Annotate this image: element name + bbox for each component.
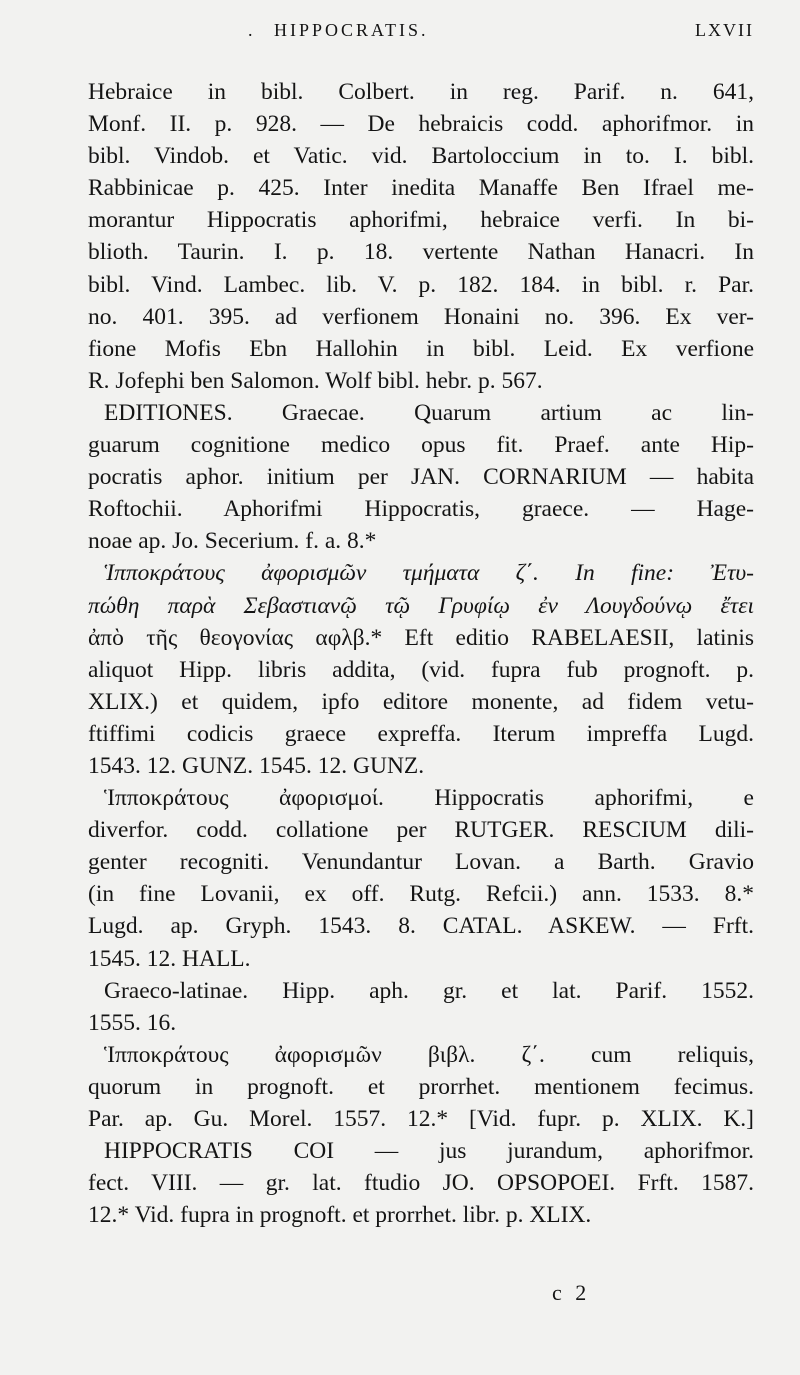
text-line: Ἱπποκράτους ἀφορισμοί. Hippocratis aphorifmi, e [104, 785, 754, 812]
text-line: Rabbinicae p. 425. Inter inedita Manaffe Ben Ifrael me- [88, 175, 754, 202]
header-mark: . [248, 20, 256, 40]
text-line: EDITIONES. Graecae. Quarum artium ac lin- [104, 399, 754, 426]
text-line: πώθη παρὰ Σεβαστιανῷ τῷ Γρυφίῳ ἐν Λουγδούνῳ ἔτει [88, 592, 754, 619]
text-line: bibl. Vindob. et Vatic. vid. Bartoloccium in to. I. bibl. [88, 143, 754, 170]
paragraph-morel-opsopoei [72, 1039, 754, 1232]
paragraph-rescium [72, 782, 754, 975]
text-line: quorum in prognoft. et prorrhet. mentionem fecimus. [88, 1073, 754, 1100]
text-line: guarum cognitione medico opus fit. Praef. ante Hip- [88, 432, 754, 459]
text-line: 1545. 12. HALL. [88, 945, 251, 972]
text-line: Roftochii. Aphorifmi Hippocratis, graece. — Hage- [88, 496, 754, 523]
text-line: fect. VIII. — gr. lat. ftudio JO. OPSOPOEI. Frft. 1587. [88, 1170, 754, 1197]
text-line: pocratis aphor. initium per JAN. CORNARIUM — habita [88, 464, 754, 491]
text-line: no. 401. 395. ad verfionem Honaini no. 396. Ex ver- [88, 303, 754, 330]
running-header [72, 20, 754, 46]
text-line: HIPPOCRATIS COI — jus jurandum, aphorifmor. [104, 1138, 754, 1165]
text-line: Graeco-latinae. Hipp. aph. gr. et lat. Parif. 1552. [104, 977, 754, 1004]
text-line: Par. ap. Gu. Morel. 1557. 12.* [Vid. fupr. p. XLIX. K.] [88, 1106, 754, 1132]
paragraph-rabelaesii [72, 557, 754, 782]
text-line: genter recogniti. Venundantur Lovan. a Barth. Gravio [88, 849, 754, 876]
text-line: R. Jofephi ben Salomon. Wolf bibl. hebr. p. 567. [88, 367, 543, 394]
text-line: (in fine Lovanii, ex off. Rutg. Refcii.) ann. 1533. 8.* [88, 881, 754, 908]
text-line: ftiffimi codicis graece expreffa. Iterum impreffa Lugd. [88, 720, 754, 747]
page-number: LXVII [695, 20, 754, 40]
text-line: XLIX.) et quidem, ipfo editore monente, ad fidem vetu- [88, 688, 754, 715]
text-line: 12.* Vid. fupra in prognoft. et prorrhet. libr. p. XLIX. [88, 1202, 592, 1229]
text-line: noae ap. Jo. Secerium. f. a. 8.* [88, 528, 377, 555]
text-line: Lugd. ap. Gryph. 1543. 8. CATAL. ASKEW. — Frft. [88, 913, 754, 940]
text-line: morantur Hippocratis aphorifmi, hebraice verfi. In bi- [88, 207, 754, 234]
text-line: aliquot Hipp. libris addita, (vid. fupra fub prognoft. p. [88, 656, 754, 683]
text-line: Ἱπποκράτους ἀφορισμῶν βιβλ. ζ΄. cum reliquis, [104, 1041, 754, 1068]
text-line: 1555. 16. [88, 1009, 177, 1036]
text-line: bibl. Vind. Lambec. lib. V. p. 182. 184. in bibl. r. Par. [88, 271, 754, 298]
paragraph-graeco-latinae [72, 975, 754, 1039]
paragraph-hebraice [72, 76, 754, 397]
text-line: Monf. II. p. 928. — De hebraicis codd. aphorifmor. in [88, 111, 754, 138]
signature-mark: c 2 [552, 1280, 591, 1305]
text-line: diverfor. codd. collatione per RUTGER. RESCIUM dili- [88, 817, 754, 844]
text-line: blioth. Taurin. I. p. 18. vertente Nathan Hanacri. In [88, 239, 754, 266]
text-line: fione Mofis Ebn Hallohin in bibl. Leid. Ex verfione [88, 335, 754, 362]
text-line: Hebraice in bibl. Colbert. in reg. Parif. n. 641, [88, 79, 754, 105]
text-line: ἀπὸ τῆς θεογονίας αφλβ.* Eft editio RABELAESII, latinis [88, 624, 754, 651]
text-line: Ἱπποκράτους ἀφορισμῶν τμήματα ζ΄. In fine: Ἐτυ- [104, 560, 754, 587]
text-line: 1543. 12. GUNZ. 1545. 12. GUNZ. [88, 752, 425, 779]
page-footer [0, 1280, 800, 1310]
running-title: HIPPOCRATIS. [274, 20, 429, 40]
paragraph-editiones [72, 397, 754, 557]
